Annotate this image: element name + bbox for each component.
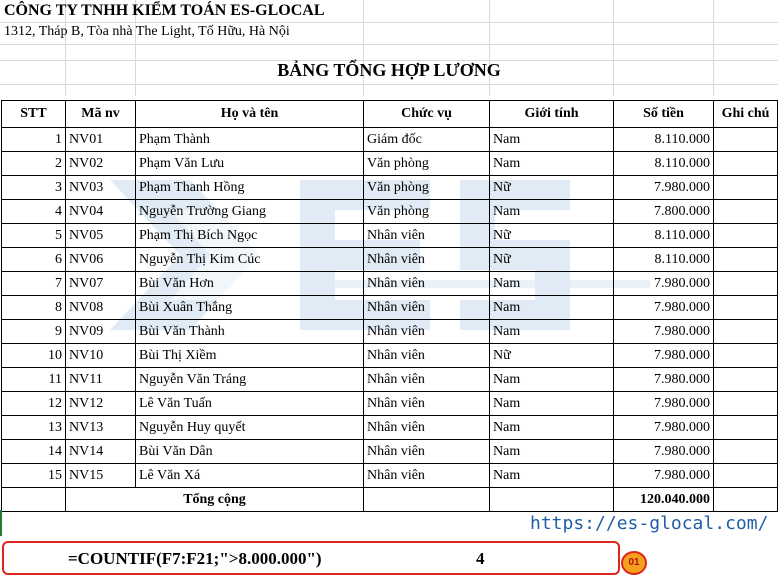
cell-employee-id[interactable]: NV09 <box>66 320 136 344</box>
cell-note[interactable] <box>714 392 778 416</box>
cell-gender[interactable]: Nam <box>490 392 614 416</box>
table-row <box>2 440 778 464</box>
cell-gender[interactable]: Nam <box>490 440 614 464</box>
cell-full-name[interactable]: Bùi Văn Thành <box>136 320 364 344</box>
cell-position[interactable]: Nhân viên <box>364 368 490 392</box>
cell-position[interactable]: Nhân viên <box>364 344 490 368</box>
cell-gender[interactable]: Nữ <box>490 224 614 248</box>
cell-full-name[interactable]: Lê Văn Xá <box>136 464 364 488</box>
cell-empty[interactable] <box>490 488 614 512</box>
cell-note[interactable] <box>714 416 778 440</box>
cell-gender[interactable]: Nam <box>490 296 614 320</box>
column-header-stt[interactable]: STT <box>2 101 66 128</box>
cell-employee-id[interactable]: NV02 <box>66 152 136 176</box>
table-row <box>2 368 778 392</box>
grid-line <box>0 22 778 23</box>
cell-amount[interactable]: 7.980.000 <box>614 344 714 368</box>
company-name[interactable]: CÔNG TY TNHH KIỂM TOÁN ES-GLOCAL <box>4 2 325 19</box>
table-row <box>2 392 778 416</box>
cell-gender[interactable]: Nam <box>490 320 614 344</box>
cell-full-name[interactable]: Bùi Xuân Thắng <box>136 296 364 320</box>
website-url: https://es-glocal.com/ <box>530 513 769 534</box>
cell-employee-id[interactable]: NV05 <box>66 224 136 248</box>
cell-position[interactable]: Nhân viên <box>364 392 490 416</box>
table-header-row <box>2 101 778 128</box>
table-row <box>2 200 778 224</box>
cell-employee-id[interactable]: NV08 <box>66 296 136 320</box>
cell-full-name[interactable]: Nguyễn Thị Kim Cúc <box>136 248 364 272</box>
cell-employee-id[interactable]: NV01 <box>66 128 136 152</box>
table-row <box>2 464 778 488</box>
cell-position[interactable]: Nhân viên <box>364 272 490 296</box>
cell-gender[interactable]: Nữ <box>490 176 614 200</box>
column-header-position[interactable]: Chức vụ <box>364 101 490 128</box>
cell-stt[interactable]: 1 <box>2 128 66 152</box>
cell-empty[interactable] <box>2 488 66 512</box>
cell-gender[interactable]: Nam <box>490 272 614 296</box>
table-row <box>2 152 778 176</box>
column-header-amount[interactable]: Số tiền <box>614 101 714 128</box>
cell-empty[interactable] <box>714 488 778 512</box>
cell-position[interactable]: Nhân viên <box>364 296 490 320</box>
cell-amount[interactable]: 7.980.000 <box>614 392 714 416</box>
selection-marker <box>0 510 2 536</box>
column-header-note[interactable]: Ghi chú <box>714 101 778 128</box>
cell-amount[interactable]: 8.110.000 <box>614 248 714 272</box>
cell-note[interactable] <box>714 368 778 392</box>
cell-note[interactable] <box>714 152 778 176</box>
cell-employee-id[interactable]: NV07 <box>66 272 136 296</box>
cell-full-name[interactable]: Phạm Thị Bích Ngọc <box>136 224 364 248</box>
cell-employee-id[interactable]: NV06 <box>66 248 136 272</box>
total-row <box>2 488 778 512</box>
cell-position[interactable]: Nhân viên <box>364 440 490 464</box>
cell-note[interactable] <box>714 272 778 296</box>
cell-amount[interactable]: 7.980.000 <box>614 416 714 440</box>
cell-stt[interactable]: 7 <box>2 272 66 296</box>
cell-stt[interactable]: 11 <box>2 368 66 392</box>
cell-full-name[interactable]: Bùi Văn Dân <box>136 440 364 464</box>
cell-stt[interactable]: 4 <box>2 200 66 224</box>
cell-full-name[interactable]: Nguyễn Trường Giang <box>136 200 364 224</box>
cell-note[interactable] <box>714 248 778 272</box>
grid-line <box>363 0 364 96</box>
table-row <box>2 344 778 368</box>
cell-full-name[interactable]: Phạm Thanh Hồng <box>136 176 364 200</box>
cell-note[interactable] <box>714 200 778 224</box>
cell-full-name[interactable]: Bùi Thị Xiềm <box>136 344 364 368</box>
grid-line <box>713 0 714 96</box>
cell-full-name[interactable]: Nguyễn Văn Tráng <box>136 368 364 392</box>
cell-note[interactable] <box>714 176 778 200</box>
cell-full-name[interactable]: Phạm Văn Lưu <box>136 152 364 176</box>
cell-stt[interactable]: 3 <box>2 176 66 200</box>
total-amount[interactable]: 120.040.000 <box>614 488 714 512</box>
column-header-employee-id[interactable]: Mã nv <box>66 101 136 128</box>
cell-amount[interactable]: 7.980.000 <box>614 368 714 392</box>
cell-stt[interactable]: 8 <box>2 296 66 320</box>
cell-amount[interactable]: 7.980.000 <box>614 296 714 320</box>
table-row <box>2 248 778 272</box>
cell-amount[interactable]: 7.980.000 <box>614 272 714 296</box>
cell-gender[interactable]: Nữ <box>490 248 614 272</box>
cell-position[interactable]: Văn phòng <box>364 176 490 200</box>
cell-stt[interactable]: 14 <box>2 440 66 464</box>
cell-note[interactable] <box>714 440 778 464</box>
cell-employee-id[interactable]: NV11 <box>66 368 136 392</box>
step-badge: 01 <box>621 551 647 575</box>
cell-amount[interactable]: 7.980.000 <box>614 320 714 344</box>
cell-stt[interactable]: 12 <box>2 392 66 416</box>
cell-stt[interactable]: 9 <box>2 320 66 344</box>
cell-full-name[interactable]: Bùi Văn Hơn <box>136 272 364 296</box>
cell-stt[interactable]: 2 <box>2 152 66 176</box>
cell-gender[interactable]: Nam <box>490 368 614 392</box>
cell-position[interactable]: Văn phòng <box>364 152 490 176</box>
cell-empty[interactable] <box>364 488 490 512</box>
cell-full-name[interactable]: Nguyễn Huy quyết <box>136 416 364 440</box>
cell-gender[interactable]: Nam <box>490 200 614 224</box>
grid-line <box>0 44 778 45</box>
cell-employee-id[interactable]: NV14 <box>66 440 136 464</box>
cell-stt[interactable]: 6 <box>2 248 66 272</box>
countif-formula-cell[interactable]: =COUNTIF(F7:F21;">8.000.000") <box>68 549 322 568</box>
sheet-title[interactable]: BẢNG TỔNG HỢP LƯƠNG <box>277 60 501 80</box>
cell-employee-id[interactable]: NV03 <box>66 176 136 200</box>
cell-employee-id[interactable]: NV15 <box>66 464 136 488</box>
payroll-table <box>1 100 778 512</box>
cell-amount[interactable]: 8.110.000 <box>614 224 714 248</box>
table-row <box>2 272 778 296</box>
cell-amount[interactable]: 8.110.000 <box>614 152 714 176</box>
grid-line <box>0 84 778 85</box>
table-row <box>2 176 778 200</box>
cell-position[interactable]: Nhân viên <box>364 464 490 488</box>
cell-gender[interactable]: Nam <box>490 416 614 440</box>
column-header-gender[interactable]: Giới tính <box>490 101 614 128</box>
cell-stt[interactable]: 10 <box>2 344 66 368</box>
cell-note[interactable] <box>714 344 778 368</box>
table-row <box>2 296 778 320</box>
cell-note[interactable] <box>714 320 778 344</box>
cell-position[interactable]: Giám đốc <box>364 128 490 152</box>
table-row <box>2 224 778 248</box>
cell-full-name[interactable]: Phạm Thành <box>136 128 364 152</box>
cell-amount[interactable]: 7.800.000 <box>614 200 714 224</box>
table-row <box>2 416 778 440</box>
cell-gender[interactable]: Nam <box>490 464 614 488</box>
cell-gender[interactable]: Nữ <box>490 344 614 368</box>
company-address[interactable]: 1312, Tháp B, Tòa nhà The Light, Tố Hữu, Hà Nội <box>4 24 290 39</box>
cell-employee-id[interactable]: NV12 <box>66 392 136 416</box>
grid-line <box>489 0 490 96</box>
table-row <box>2 128 778 152</box>
cell-employee-id[interactable]: NV13 <box>66 416 136 440</box>
cell-employee-id[interactable]: NV04 <box>66 200 136 224</box>
cell-note[interactable] <box>714 464 778 488</box>
formula-result-cell[interactable]: 4 <box>476 549 485 568</box>
cell-amount[interactable]: 7.980.000 <box>614 176 714 200</box>
cell-gender[interactable]: Nam <box>490 152 614 176</box>
total-label[interactable]: Tổng cộng <box>66 488 364 512</box>
table-row <box>2 320 778 344</box>
cell-note[interactable] <box>714 128 778 152</box>
cell-stt[interactable]: 13 <box>2 416 66 440</box>
cell-position[interactable]: Nhân viên <box>364 224 490 248</box>
cell-employee-id[interactable]: NV10 <box>66 344 136 368</box>
grid-line <box>613 0 614 96</box>
cell-note[interactable] <box>714 224 778 248</box>
cell-position[interactable]: Nhân viên <box>364 248 490 272</box>
cell-stt[interactable]: 5 <box>2 224 66 248</box>
cell-amount[interactable]: 7.980.000 <box>614 464 714 488</box>
cell-note[interactable] <box>714 296 778 320</box>
cell-position[interactable]: Văn phòng <box>364 200 490 224</box>
cell-position[interactable]: Nhân viên <box>364 416 490 440</box>
cell-stt[interactable]: 15 <box>2 464 66 488</box>
cell-full-name[interactable]: Lê Văn Tuấn <box>136 392 364 416</box>
cell-gender[interactable]: Nam <box>490 128 614 152</box>
column-header-full-name[interactable]: Họ và tên <box>136 101 364 128</box>
cell-position[interactable]: Nhân viên <box>364 320 490 344</box>
cell-amount[interactable]: 8.110.000 <box>614 128 714 152</box>
cell-amount[interactable]: 7.980.000 <box>614 440 714 464</box>
